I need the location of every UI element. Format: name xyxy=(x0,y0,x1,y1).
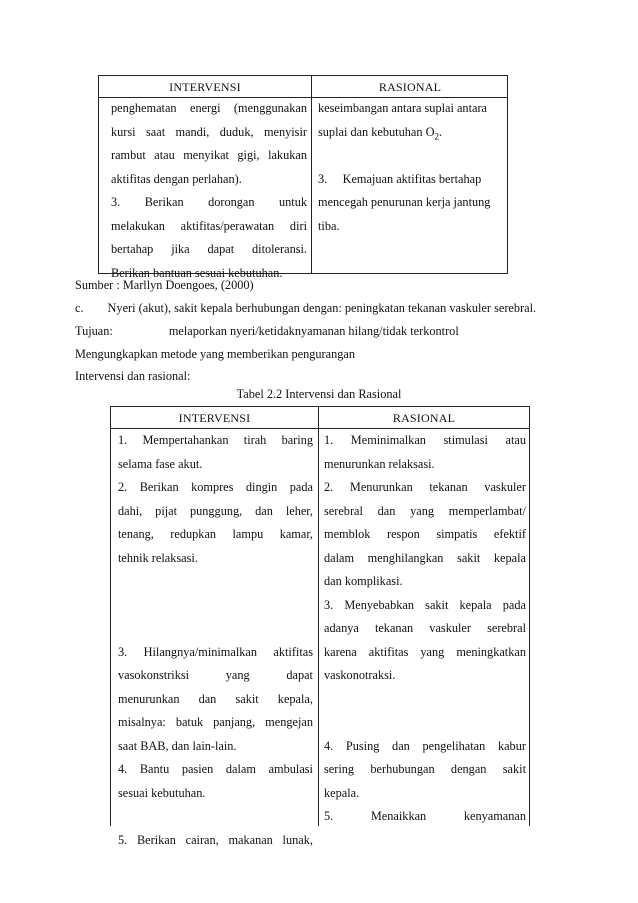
text-line xyxy=(118,664,313,688)
text-line xyxy=(111,168,307,192)
word: yang xyxy=(225,668,250,682)
tujuan-text: melaporkan nyeri/ketidaknyamanan hilang/tidak terkontrol xyxy=(168,324,459,338)
word: tehnik relaksasi. xyxy=(118,550,198,565)
text-line xyxy=(118,688,313,712)
word: memblok xyxy=(324,527,371,541)
column-divider xyxy=(311,76,312,273)
word: menghilangkan xyxy=(367,550,444,565)
text-line xyxy=(324,453,526,477)
word: menyikat xyxy=(183,148,229,162)
word: (menggunakan xyxy=(233,101,307,115)
word: Bantu xyxy=(139,762,170,776)
word: diri xyxy=(289,218,307,233)
word: energi xyxy=(189,101,221,115)
text-line xyxy=(324,805,526,829)
text-line xyxy=(324,664,526,688)
text-line xyxy=(324,711,526,735)
intervensi-rasional-heading: Intervensi dan rasional: xyxy=(75,369,191,383)
word: lakukan xyxy=(268,148,307,162)
word: dalam xyxy=(324,550,355,565)
word: stimulasi xyxy=(443,433,488,447)
item-c-text: Nyeri (akut), sakit kepala berhubungan dengan: peningkatan tekanan vaskuler serebral. xyxy=(107,301,537,315)
word: Berikan xyxy=(139,480,179,494)
rasional-cell xyxy=(324,429,526,829)
word: kenyamanan xyxy=(463,809,526,823)
text-line xyxy=(118,500,313,524)
word: Menaikkan xyxy=(370,809,427,823)
word: 1. xyxy=(324,433,334,447)
word: 1. xyxy=(118,433,128,447)
word: pada xyxy=(289,480,313,494)
word: selama fase akut. xyxy=(118,456,203,471)
word: sakit xyxy=(502,762,526,776)
text-line xyxy=(324,500,526,524)
word: yang xyxy=(410,503,435,518)
header-rasional: RASIONAL xyxy=(378,80,442,94)
word: sesuai kebutuhan. xyxy=(118,785,206,800)
word: memperlambat/ xyxy=(448,503,526,518)
text-line xyxy=(111,191,307,215)
word: vasokonstriksi xyxy=(118,668,190,682)
word: meningkatkan xyxy=(456,644,526,659)
word: sering xyxy=(324,762,355,776)
text-line xyxy=(118,805,313,829)
text-line xyxy=(118,453,313,477)
item-c xyxy=(75,301,536,316)
text-line xyxy=(111,97,307,121)
word: kompres xyxy=(191,480,234,494)
tujuan xyxy=(75,324,459,339)
word: tekanan xyxy=(374,621,414,635)
text-line xyxy=(324,782,526,806)
word: aktifitas dengan perlahan). xyxy=(111,171,242,186)
word: serebral xyxy=(324,503,363,518)
text-line xyxy=(111,121,307,145)
text-line xyxy=(324,758,526,782)
text-line xyxy=(118,782,313,806)
word: dengan xyxy=(450,762,487,776)
table-intervention-1 xyxy=(98,75,508,280)
text-line xyxy=(324,523,526,547)
word: dan xyxy=(255,503,273,518)
word: kepala. xyxy=(324,785,360,800)
word: leher, xyxy=(285,503,313,518)
rasional-cell xyxy=(318,97,504,238)
text-line xyxy=(324,547,526,571)
word: Berikan xyxy=(144,195,184,209)
text-line xyxy=(118,429,313,453)
word: pada xyxy=(502,597,526,612)
intervensi-cell xyxy=(111,97,307,285)
word: Berikan xyxy=(136,832,176,847)
word: simpatis xyxy=(436,527,478,541)
word: aktifitas/perawatan xyxy=(180,218,275,233)
text-line xyxy=(118,476,313,500)
text-line xyxy=(324,735,526,759)
source-citation: Sumber : Marllyn Doengoes, (2000) xyxy=(75,278,254,292)
word: mengejan xyxy=(265,715,313,729)
word: 5. xyxy=(324,809,334,823)
word: penghematan xyxy=(111,101,177,115)
word: pasien xyxy=(181,762,214,776)
word: serebral xyxy=(487,621,526,635)
word: menyisir xyxy=(263,124,307,139)
word: gigi, xyxy=(237,148,260,162)
text-line xyxy=(324,594,526,618)
word: vaskuler xyxy=(484,480,526,494)
word: lampu xyxy=(232,527,264,541)
table-caption: Tabel 2.2 Intervensi dan Rasional xyxy=(236,387,402,401)
word: duduk, xyxy=(219,124,254,139)
word: untuk xyxy=(278,195,307,209)
word: baring xyxy=(281,433,313,447)
word: 3. xyxy=(118,644,128,659)
text-line xyxy=(118,829,313,853)
word: lunak, xyxy=(282,832,313,847)
word: 4. xyxy=(324,738,334,753)
header-rasional: RASIONAL xyxy=(392,411,456,425)
item-c-label: c. xyxy=(75,301,84,315)
text-line xyxy=(324,688,526,712)
word: dingin xyxy=(245,480,278,494)
word: vaskonotraksi. xyxy=(324,668,396,682)
text-line: 3. Kemajuan aktifitas bertahap xyxy=(318,171,482,186)
text-line: keseimbangan antara suplai antara xyxy=(318,101,488,115)
table-intervention-2 xyxy=(110,406,530,847)
column-divider xyxy=(318,407,319,826)
word: kursi xyxy=(111,124,136,139)
text-line xyxy=(324,570,526,594)
text-line xyxy=(118,758,313,782)
text-line xyxy=(118,547,313,571)
word: kamar, xyxy=(279,527,313,541)
word: pengelihatan xyxy=(422,738,486,753)
text-line xyxy=(118,617,313,641)
word: dahi, xyxy=(118,503,143,518)
word: aktifitas xyxy=(273,644,313,659)
word: dan xyxy=(198,691,217,706)
word: dan xyxy=(377,503,396,518)
word: pijat xyxy=(155,503,178,518)
word: panjang, xyxy=(213,715,256,729)
text-line: mencegah penurunan kerja jantung xyxy=(318,195,491,209)
text-line: tiba. xyxy=(318,218,340,233)
word: vaskuler xyxy=(429,621,471,635)
word: 3. xyxy=(324,597,334,612)
word: Menurunkan xyxy=(349,480,413,494)
text-line: suplai dan kebutuhan $O_2$. xyxy=(318,124,443,141)
text-line xyxy=(118,523,313,547)
word: dapat xyxy=(207,242,235,256)
header-intervensi: INTERVENSI xyxy=(169,80,241,94)
word: Hilangnya/minimalkan xyxy=(143,644,257,659)
word: dan komplikasi. xyxy=(324,574,403,588)
word: tekanan xyxy=(429,480,468,494)
word: makanan xyxy=(228,832,273,847)
text-line xyxy=(318,144,504,168)
word: efektif xyxy=(493,527,526,541)
word: bertahap xyxy=(111,242,154,256)
word: misalnya: xyxy=(118,715,166,729)
word: atau xyxy=(154,148,175,162)
word: menurunkan xyxy=(118,691,180,706)
text-line xyxy=(111,238,307,262)
word: aktifitas xyxy=(368,644,409,659)
header-intervensi: INTERVENSI xyxy=(178,411,251,425)
word: yang xyxy=(420,644,445,659)
word: 2. xyxy=(324,480,334,494)
word: atau xyxy=(505,433,526,447)
word: Mempertahankan xyxy=(142,433,229,447)
word: kepala xyxy=(459,597,492,612)
word: mandi, xyxy=(175,124,210,139)
word: 3. xyxy=(111,195,121,209)
word: jika xyxy=(171,242,190,256)
word: sakit xyxy=(457,550,481,565)
word: karena xyxy=(324,644,357,659)
intervensi-cell xyxy=(118,429,313,852)
word: tenang, xyxy=(118,527,154,541)
word: dorongan xyxy=(208,195,255,209)
word: ambulasi xyxy=(268,762,313,776)
word: dan xyxy=(392,738,410,753)
word: ditoleransi. xyxy=(252,242,307,256)
word: Meminimalkan xyxy=(350,433,426,447)
text-line xyxy=(324,476,526,500)
word: batuk xyxy=(175,715,204,729)
text-line xyxy=(118,570,313,594)
word: Berikan bantuan sesuai kebutuhan. xyxy=(111,265,283,280)
word: adanya xyxy=(324,621,359,635)
word: menurunkan relaksasi. xyxy=(324,456,435,471)
tujuan-continued: Mengungkapkan metode yang memberikan pengurangan xyxy=(75,347,356,361)
word: Menyebabkan xyxy=(344,597,415,612)
word: respon xyxy=(387,527,420,541)
word: kabur xyxy=(497,738,526,753)
text-line xyxy=(324,641,526,665)
word: redupkan xyxy=(170,527,217,541)
word: saat xyxy=(146,124,166,139)
word: 5. xyxy=(118,832,128,847)
word: kepala xyxy=(493,550,526,565)
word: cairan, xyxy=(185,832,219,847)
word: 2. xyxy=(118,480,128,494)
word: dalam xyxy=(225,762,256,776)
word: 4. xyxy=(118,762,128,776)
word: Pusing xyxy=(345,738,380,753)
text-line xyxy=(111,215,307,239)
text-line xyxy=(118,735,313,759)
word: sakit xyxy=(235,691,259,706)
text-line xyxy=(324,617,526,641)
word: melakukan xyxy=(111,218,165,233)
text-line xyxy=(118,711,313,735)
text-line xyxy=(324,429,526,453)
text-line xyxy=(111,144,307,168)
word: sakit xyxy=(425,597,449,612)
word: rambut xyxy=(111,148,146,162)
word: saat BAB, dan lain-lain. xyxy=(118,738,237,753)
tujuan-label: Tujuan: xyxy=(75,324,113,338)
word: berhubungan xyxy=(370,762,435,776)
word: punggung, xyxy=(189,503,243,518)
word: dapat xyxy=(286,668,313,682)
word: tirah xyxy=(243,433,267,447)
text-line xyxy=(118,594,313,618)
word: kepala, xyxy=(277,691,313,706)
text-line xyxy=(118,641,313,665)
